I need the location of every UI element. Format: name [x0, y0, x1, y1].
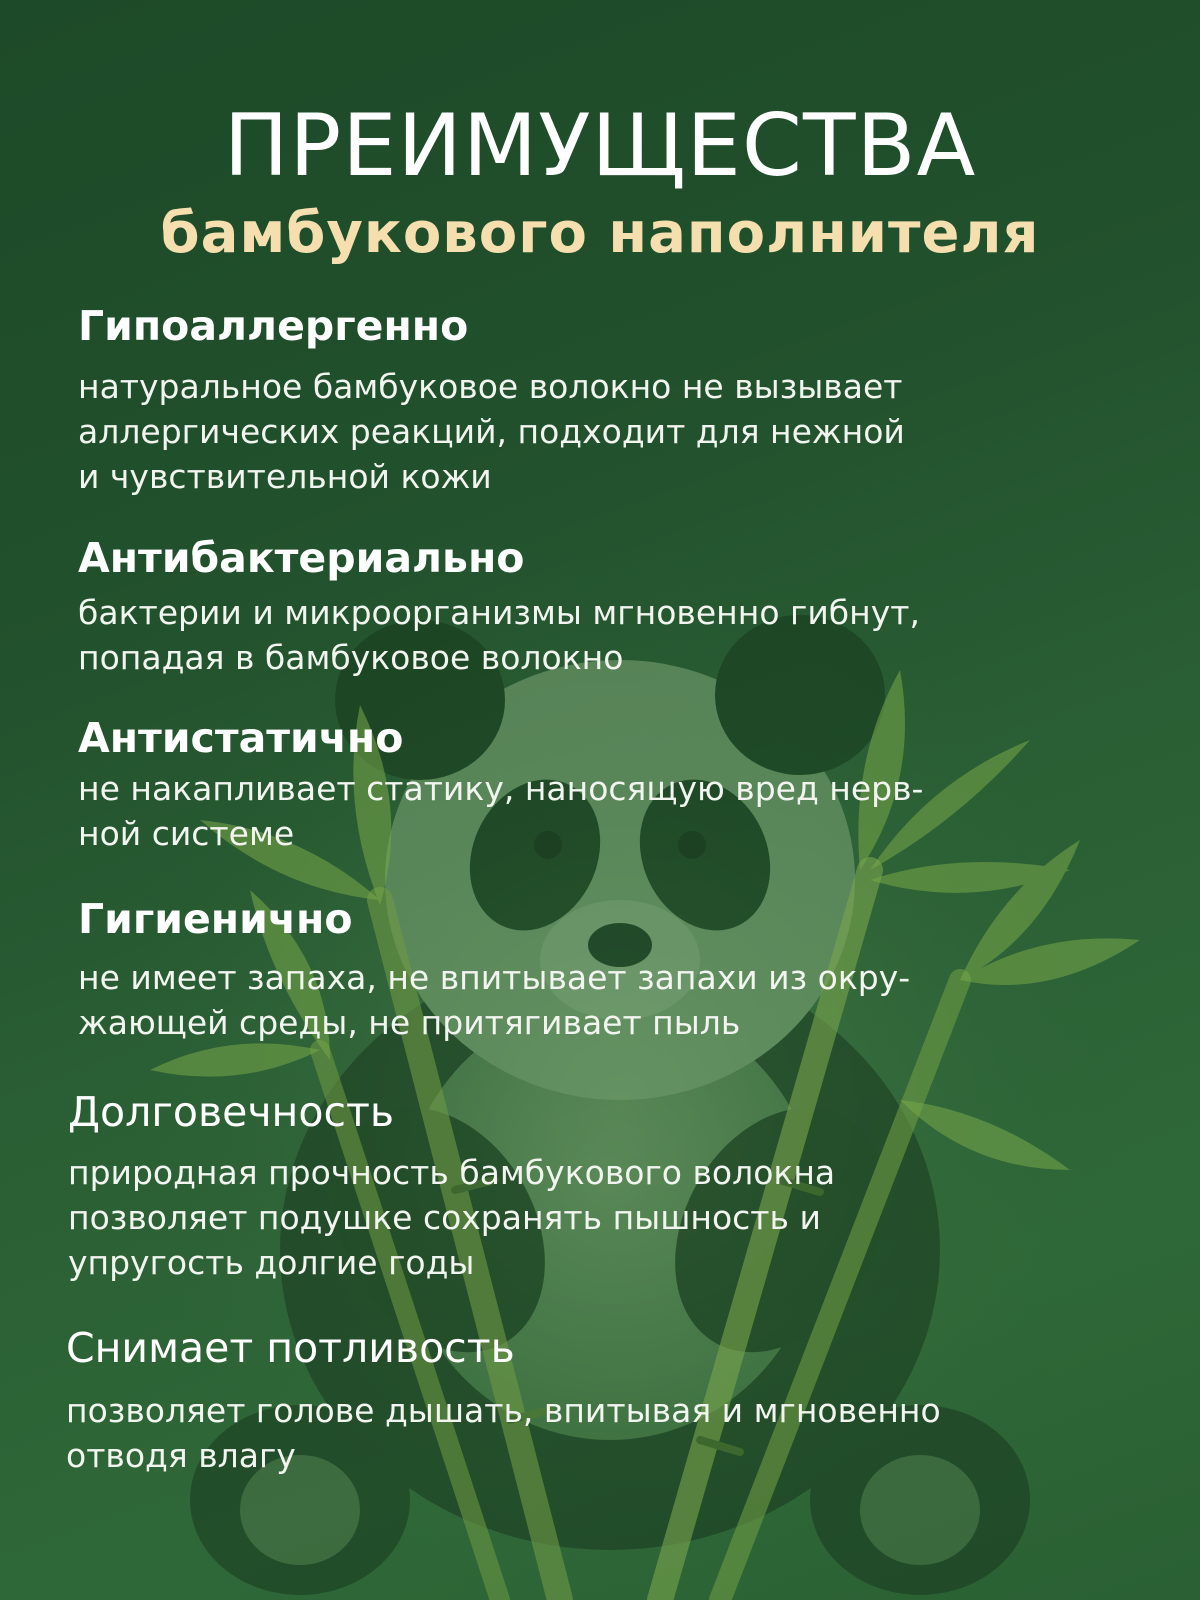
- feature-description: натуральное бамбуковое волокно не вызывает аллергических реакций, подходит для нежной и чувствительной кожи: [78, 367, 905, 496]
- feature-heading: Антистатично: [78, 714, 404, 762]
- feature-antibacterial: [78, 532, 920, 680]
- feature-heading: Снимает потливость: [66, 1324, 515, 1372]
- feature-description: позволяет голове дышать, впитывая и мгновенно отводя влагу: [66, 1391, 941, 1475]
- feature-hygienic: [78, 893, 910, 1045]
- page-title: ПРЕИМУЩЕСТВА: [223, 96, 977, 196]
- feature-description: не накапливает статику, наносящую вред нерв- ной системе: [78, 769, 924, 853]
- feature-sweat-relief: [66, 1322, 941, 1478]
- feature-heading: Гигиенично: [78, 895, 353, 943]
- feature-description: природная прочность бамбукового волокна позволяет подушке сохранять пышность и упругость долгие годы: [68, 1153, 836, 1282]
- feature-description: бактерии и микроорганизмы мгновенно гибнут, попадая в бамбуковое волокно: [78, 593, 920, 677]
- feature-heading: Долговечность: [68, 1088, 395, 1136]
- feature-description: не имеет запаха, не впитывает запахи из окру- жающей среды, не притягивает пыль: [78, 958, 911, 1042]
- feature-hypoallergenic: [78, 300, 905, 499]
- feature-antistatic: [78, 712, 923, 856]
- page-subtitle: бамбукового наполнителя: [160, 201, 1040, 266]
- feature-durability: [68, 1086, 835, 1285]
- feature-heading: Антибактериально: [78, 534, 525, 582]
- feature-heading: Гипоаллергенно: [78, 302, 469, 350]
